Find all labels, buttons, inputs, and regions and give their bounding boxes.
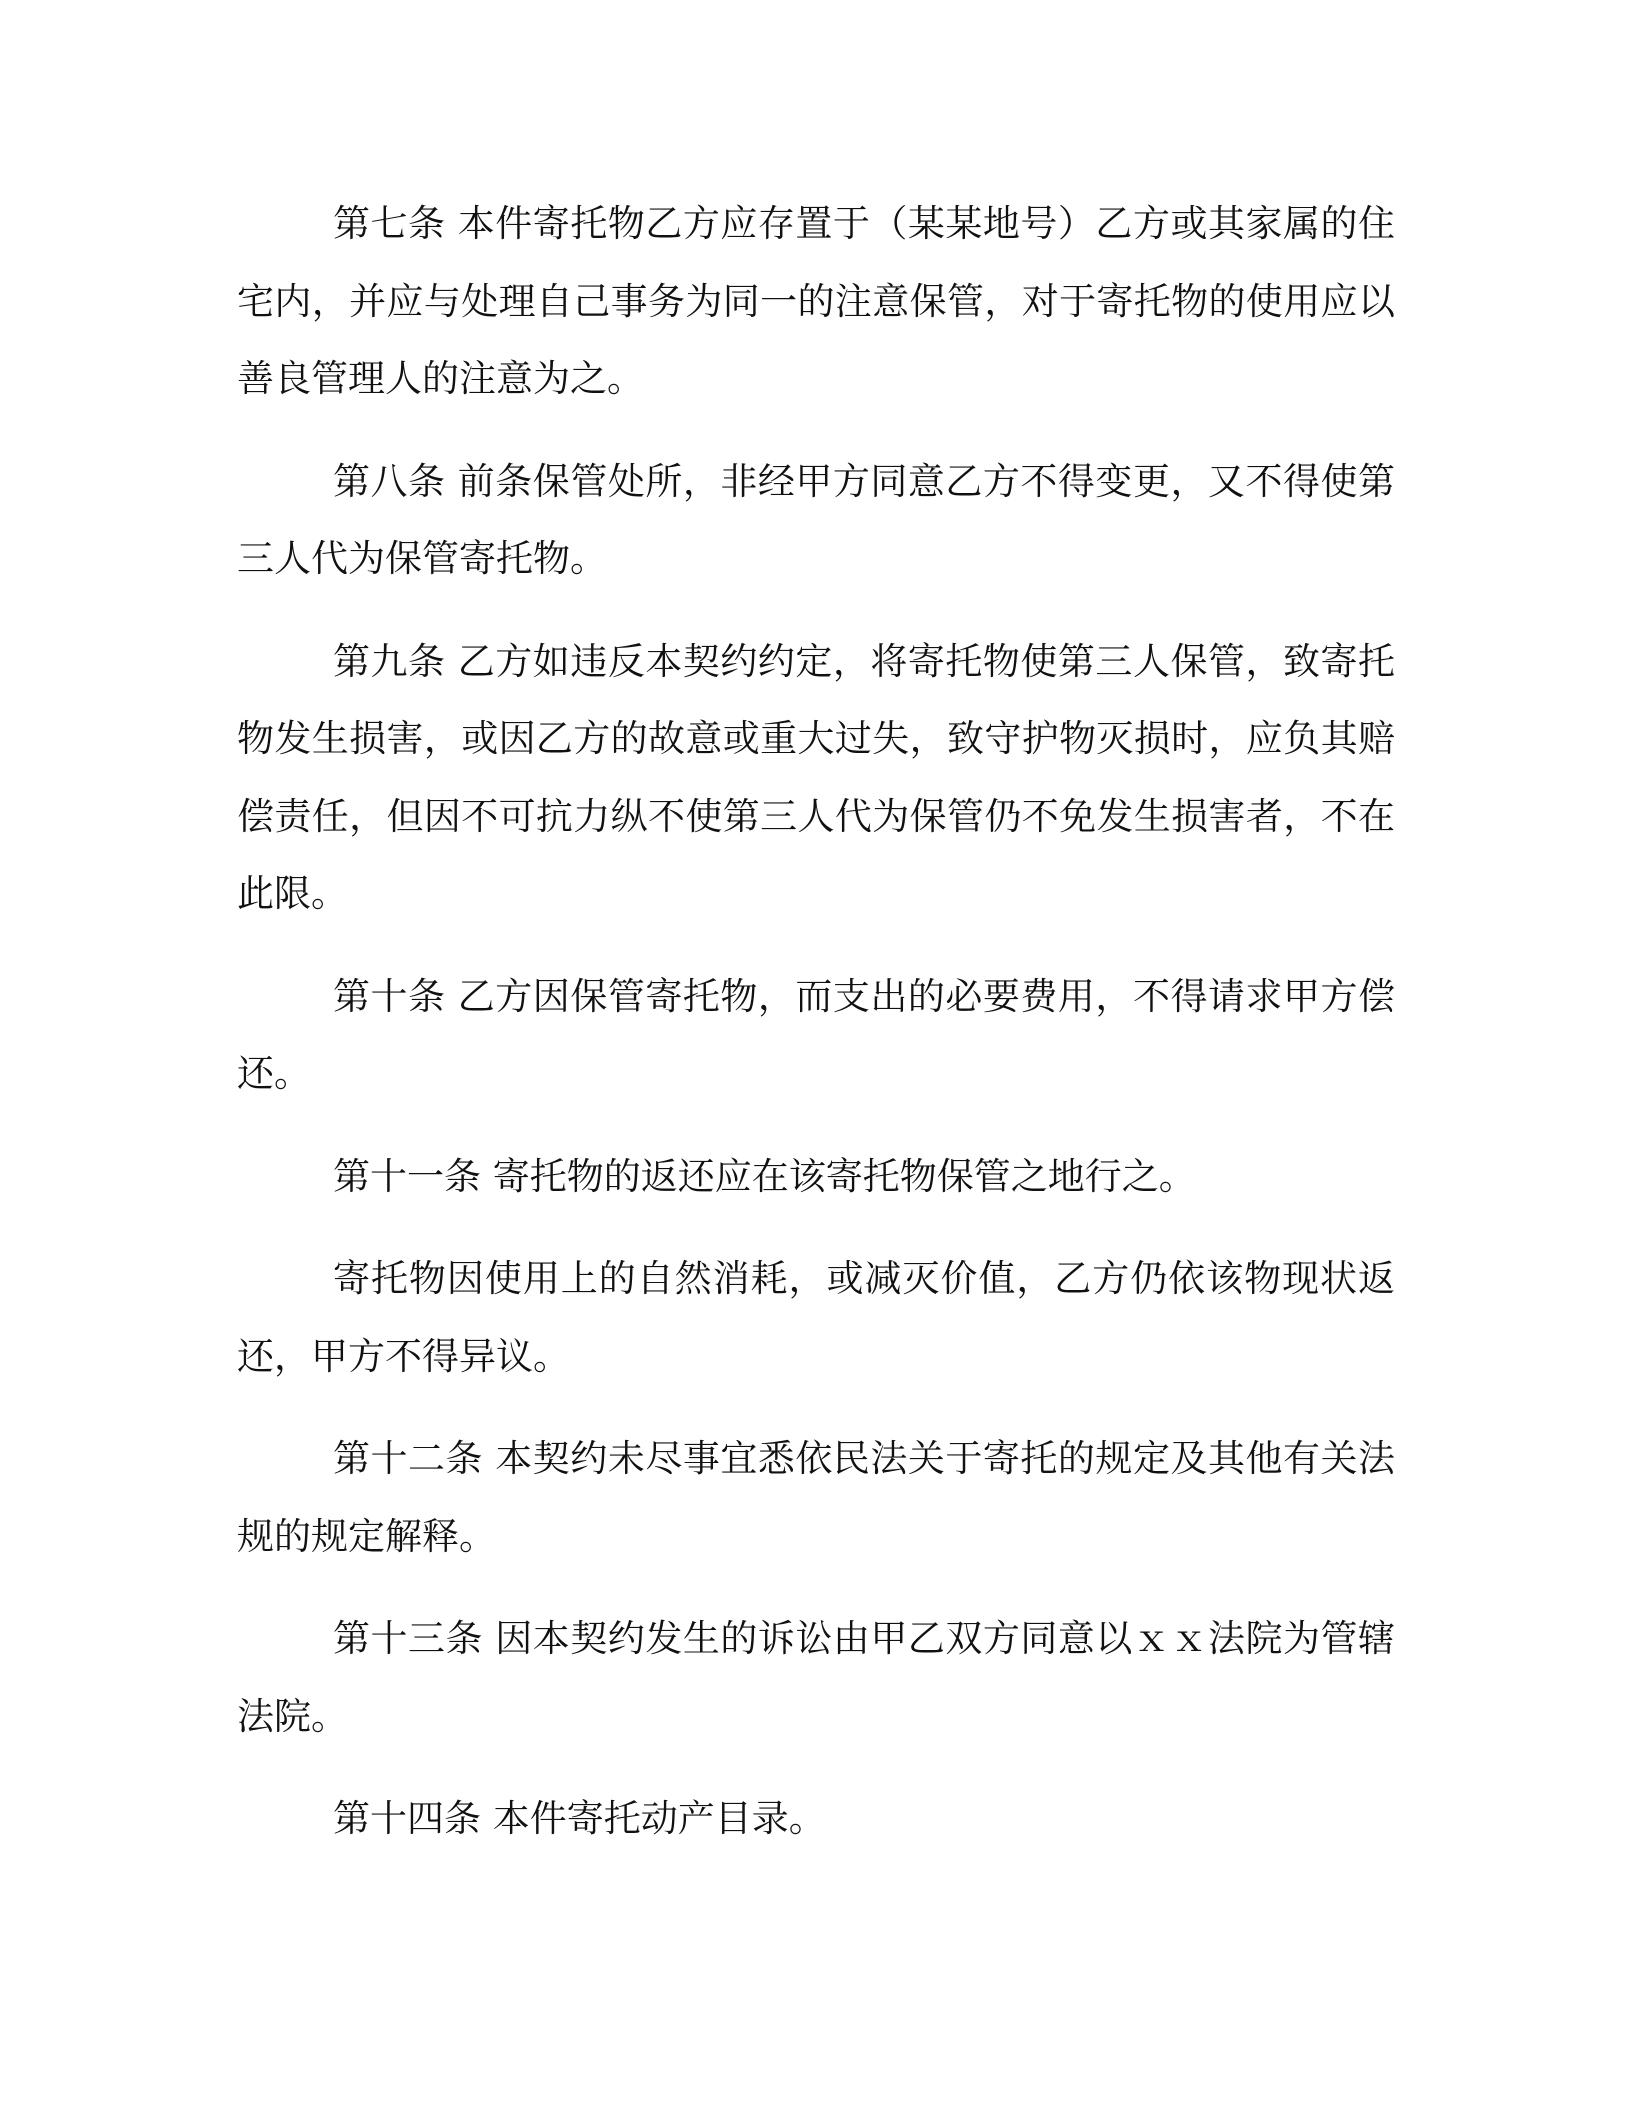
article-7-paragraph: 第七条 本件寄托物乙方应存置于（某某地号）乙方或其家属的住宅内，并应与处理自己事务为同一的注意保管，对于寄托物的使用应以善良管理人的注意为之。 [237, 202, 1395, 400]
article-13-paragraph: 第十三条 因本契约发生的诉讼由甲乙双方同意以ｘｘ法院为管辖法院。 [237, 1617, 1395, 1738]
article-10-paragraph: 第十条 乙方因保管寄托物，而支出的必要费用，不得请求甲方偿还。 [237, 974, 1395, 1095]
article-8-paragraph: 第八条 前条保管处所，非经甲方同意乙方不得变更，又不得使第三人代为保管寄托物。 [237, 459, 1395, 580]
document-body [237, 185, 1395, 1858]
article-14-paragraph: 第十四条 本件寄托动产目录。 [333, 1797, 826, 1840]
article-9-paragraph: 第九条 乙方如违反本契约约定，将寄托物使第三人保管，致寄托物发生损害，或因乙方的故意或重大过失，致守护物灭损时，应负其赔偿责任，但因不可抗力纵不使第三人代为保管仍不免发生损害者，不在此限。 [237, 639, 1395, 915]
article-11-paragraph: 第十一条 寄托物的返还应在该寄托物保管之地行之。 [333, 1154, 1196, 1198]
article-12-paragraph: 第十二条 本契约未尽事宜悉依民法关于寄托的规定及其他有关法规的规定解释。 [237, 1437, 1395, 1558]
article-11-continuation-paragraph: 寄托物因使用上的自然消耗，或减灭价值，乙方仍依该物现状返还，甲方不得异议。 [237, 1257, 1395, 1378]
